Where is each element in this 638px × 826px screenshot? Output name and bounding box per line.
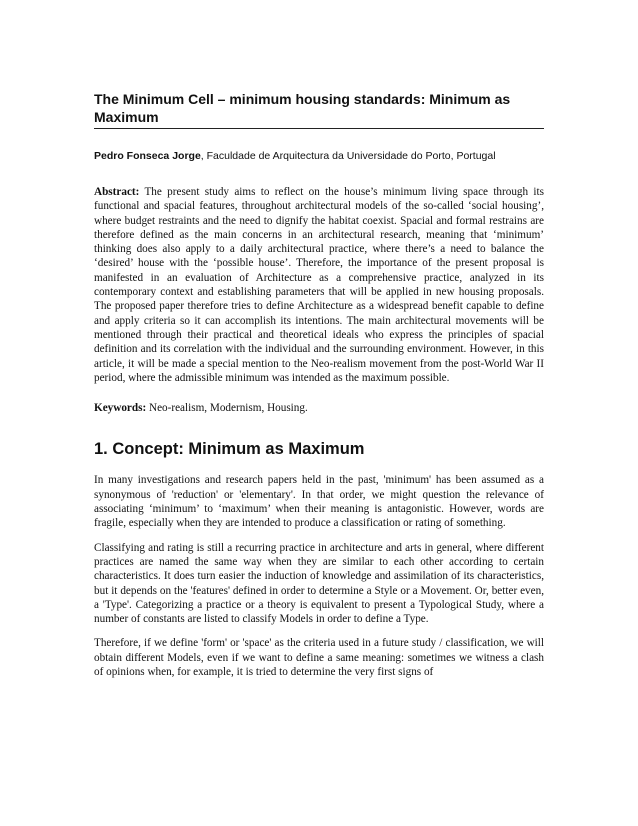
- keywords-text: Neo-realism, Modernism, Housing.: [146, 402, 308, 415]
- author-affiliation: , Faculdade de Arquitectura da Universidade do Porto, Portugal: [200, 150, 496, 162]
- paper-title: The Minimum Cell – minimum housing standards: Minimum as Maximum: [94, 90, 544, 129]
- keywords: [94, 401, 544, 415]
- section-heading: 1. Concept: Minimum as Maximum: [94, 440, 365, 459]
- author-line: [94, 149, 544, 163]
- body-paragraph-2: Classifying and rating is still a recurring practice in architecture and arts in general, where different practices are named the same way when they are similar to each other according to certain characteristics. It does turn easier the induction of knowledge and assimilation of its characteristics, but it depends on the 'features' defined in order to determine a Style or a Movement. Or, better even, a 'Type'. Categorizing a practice or a theory is equivalent to present a Typological Study, where a number of constants are listed to classify Models in order to define a Type.: [94, 541, 544, 626]
- author-name: Pedro Fonseca Jorge: [94, 150, 201, 162]
- abstract: [94, 185, 544, 385]
- abstract-text: The present study aims to reflect on the house’s minimum living space through its functional and spacial features, throughout architectural models of the so-called ‘social housing’, where budget restraints and the need to dignify the habitat coexist. Spacial and formal restrains are therefore defined as the main concerns in an architectural research, meaning that ‘minimum’ thinking does also apply to a daily architectural practice, where there’s a need to balance the ‘desired’ house with the ‘possible house’. Therefore, the importance of the present proposal is manifested in an evaluation of Architecture as a comprehensive practice, analyzed in its contemporary context and establishing parameters that will be applied in new housing proposals. The proposed paper therefore tries to define Architecture as a widespread benefit capable to define and apply criteria so it can accomplish its intentions. The main architectural movements will be mentioned through their practical and theoretical ideals who express the principles of spacial definition and its correlation with the individual and the surrounding environment. However, in this article, it will be made a special mention to the Neo-realism movement from the post-World War II period, where the admissible minimum was intended as the maximum possible.: [94, 186, 544, 384]
- abstract-label: Abstract:: [94, 186, 140, 198]
- paper-page: [94, 90, 544, 689]
- body-paragraph-3: Therefore, if we define 'form' or 'space' as the criteria used in a future study / classification, we will obtain different Models, even if we want to define a same meaning: sometimes we witness a clash of opinions when, for example, it is tried to determine the very first signs of: [94, 637, 544, 679]
- body-paragraph-1: In many investigations and research papers held in the past, 'minimum' has been assumed as a synonymous of 'reduction' or 'elementary'. In that order, we might question the relevance of associating ‘minimum’ to ‘maximum’ when their meaning is antagonistic. However, words are fragile, especially when they are intended to produce a classification or rating of something.: [94, 474, 544, 530]
- keywords-label: Keywords:: [94, 402, 147, 415]
